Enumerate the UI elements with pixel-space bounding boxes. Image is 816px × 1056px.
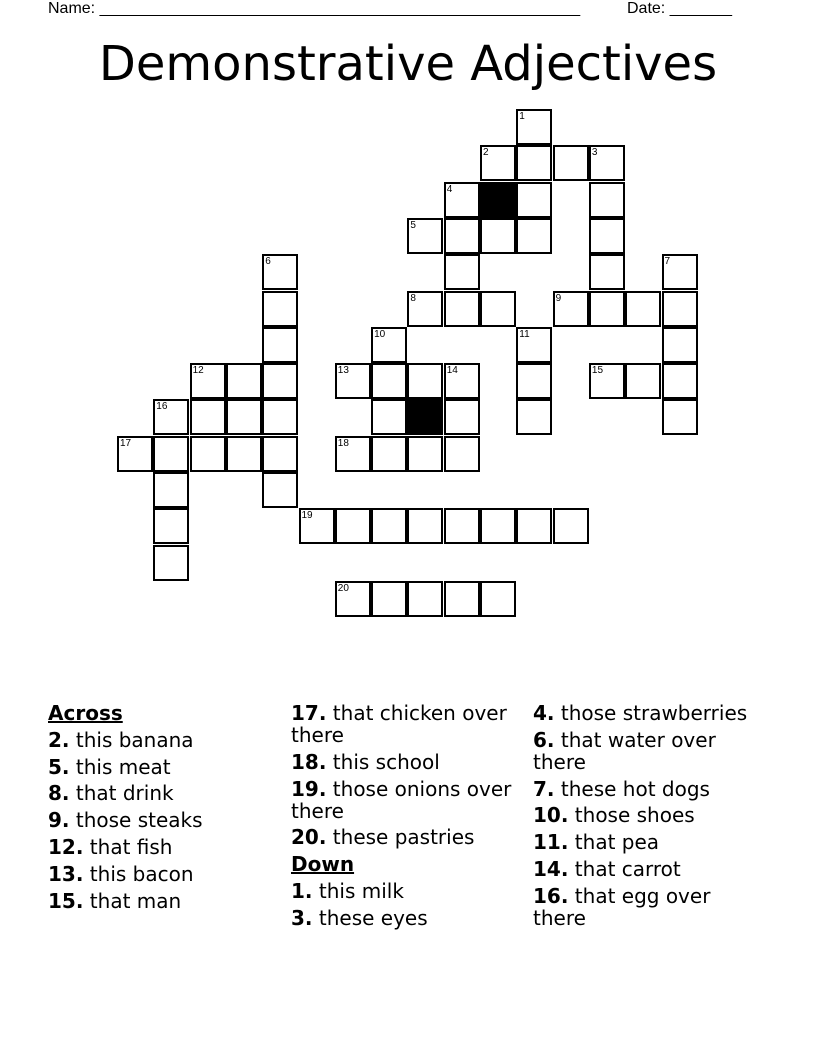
name-field[interactable]: Name: ______________________________________________________: [48, 0, 581, 17]
clue-across-15: [48, 890, 278, 912]
grid-cell[interactable]: [371, 436, 407, 472]
clue-text: that fish: [89, 834, 173, 859]
grid-cell[interactable]: [262, 327, 298, 363]
clue-down-3: [291, 907, 521, 929]
grid-cell[interactable]: [444, 508, 480, 544]
clue-number: 2.: [48, 727, 70, 752]
grid-cell[interactable]: [553, 291, 589, 327]
grid-cell[interactable]: [589, 291, 625, 327]
clue-text: that man: [89, 888, 182, 913]
grid-cell[interactable]: [589, 182, 625, 218]
grid-cell[interactable]: [262, 472, 298, 508]
grid-cell[interactable]: [407, 218, 443, 254]
clue-across-18: [291, 751, 521, 773]
grid-cell[interactable]: [190, 436, 226, 472]
cell-number: 19: [301, 510, 313, 522]
cell-number: 11: [519, 328, 530, 340]
clue-across-8: [48, 782, 278, 804]
grid-cell[interactable]: [662, 254, 698, 290]
clues-column-1: [48, 702, 278, 916]
grid-cell[interactable]: [117, 436, 153, 472]
grid-cell[interactable]: [371, 327, 407, 363]
clue-number: 7.: [533, 776, 555, 801]
grid-cell[interactable]: [444, 254, 480, 290]
clue-text: this school: [332, 749, 440, 774]
clue-down-4: [533, 702, 763, 724]
grid-cell[interactable]: [516, 399, 552, 435]
clue-number: 14.: [533, 856, 569, 881]
cell-number: 3: [591, 147, 598, 159]
grid-cell[interactable]: [371, 363, 407, 399]
clue-down-11: [533, 831, 763, 853]
grid-cell[interactable]: [335, 363, 371, 399]
clue-across-2: [48, 729, 278, 751]
clue-text: these hot dogs: [560, 776, 710, 801]
clue-text: those strawberries: [560, 701, 748, 725]
grid-cell[interactable]: [335, 436, 371, 472]
clue-across-9: [48, 809, 278, 831]
grid-cell[interactable]: [226, 363, 262, 399]
grid-cell[interactable]: [190, 363, 226, 399]
grid-cell[interactable]: [262, 399, 298, 435]
grid-cell[interactable]: [516, 508, 552, 544]
clue-across-20: [291, 826, 521, 848]
clue-number: 4.: [533, 701, 555, 725]
clue-number: 11.: [533, 830, 569, 855]
clue-text: that egg over there: [533, 883, 711, 930]
grid-cell[interactable]: [516, 327, 552, 363]
cell-number: 14: [446, 365, 458, 377]
grid-block: [407, 399, 443, 435]
clue-number: 9.: [48, 808, 70, 833]
clue-number: 1.: [291, 878, 313, 903]
clue-across-5: [48, 756, 278, 778]
down-heading: Down: [291, 852, 355, 877]
clue-text: this meat: [75, 754, 171, 779]
cell-number: 17: [120, 437, 132, 449]
grid-cell[interactable]: [407, 436, 443, 472]
clue-down-6: [533, 729, 763, 773]
cell-number: 8: [410, 292, 416, 304]
clue-down-1: [291, 880, 521, 902]
grid-cell[interactable]: [299, 508, 335, 544]
grid-cell[interactable]: [480, 218, 516, 254]
grid-cell[interactable]: [516, 109, 552, 145]
grid-cell[interactable]: [371, 508, 407, 544]
grid-cell[interactable]: [335, 508, 371, 544]
cell-number: 1: [519, 111, 525, 122]
grid-cell[interactable]: [153, 545, 189, 581]
cell-number: 9: [555, 292, 562, 304]
grid-cell[interactable]: [407, 508, 443, 544]
grid-cell[interactable]: [662, 291, 698, 327]
clue-text: those steaks: [75, 808, 203, 833]
clue-down-16: [533, 885, 763, 929]
grid-cell[interactable]: [589, 145, 625, 181]
cell-number: 16: [156, 401, 168, 413]
clue-number: 8.: [48, 781, 70, 806]
grid-cell[interactable]: [262, 436, 298, 472]
grid-cell[interactable]: [153, 436, 189, 472]
grid-cell[interactable]: [516, 182, 552, 218]
clue-number: 18.: [291, 749, 327, 774]
grid-cell[interactable]: [444, 436, 480, 472]
clue-number: 5.: [48, 754, 70, 779]
grid-cell[interactable]: [444, 218, 480, 254]
page-title: Demonstrative Adjectives: [98, 36, 718, 92]
clue-across-13: [48, 863, 278, 885]
cell-number: 10: [374, 328, 386, 340]
clue-number: 20.: [291, 825, 327, 850]
grid-cell[interactable]: [625, 363, 661, 399]
grid-cell[interactable]: [589, 218, 625, 254]
grid-cell[interactable]: [371, 399, 407, 435]
clue-number: 13.: [48, 861, 84, 886]
cell-number: 7: [664, 256, 671, 268]
cell-number: 2: [483, 147, 489, 159]
grid-cell[interactable]: [480, 145, 516, 181]
date-field[interactable]: Date: _______: [627, 0, 732, 17]
clue-text: those onions over there: [291, 776, 512, 823]
grid-cell[interactable]: [407, 581, 443, 617]
grid-cell[interactable]: [444, 399, 480, 435]
grid-cell[interactable]: [262, 363, 298, 399]
grid-block: [480, 182, 516, 218]
clue-down-7: [533, 778, 763, 800]
clues-column-2: [291, 702, 521, 934]
clue-text: these eyes: [318, 905, 428, 930]
clue-number: 15.: [48, 888, 84, 913]
cell-number: 18: [337, 437, 349, 449]
clue-across-12: [48, 836, 278, 858]
grid-cell[interactable]: [480, 508, 516, 544]
clues-column-3: [533, 702, 763, 934]
clue-down-14: [533, 858, 763, 880]
cell-number: 5: [410, 219, 416, 231]
clue-text: that chicken over there: [291, 701, 507, 747]
clue-number: 17.: [291, 701, 327, 725]
grid-cell[interactable]: [190, 399, 226, 435]
grid-cell[interactable]: [444, 581, 480, 617]
grid-cell[interactable]: [516, 218, 552, 254]
clue-number: 10.: [533, 803, 569, 828]
grid-cell[interactable]: [226, 436, 262, 472]
grid-cell[interactable]: [407, 291, 443, 327]
grid-cell[interactable]: [444, 291, 480, 327]
grid-cell[interactable]: [589, 254, 625, 290]
clue-text: this banana: [75, 727, 194, 752]
cell-number: 12: [192, 365, 204, 377]
cell-number: 15: [591, 365, 604, 377]
cell-number: 20: [337, 582, 349, 594]
grid-cell[interactable]: [371, 581, 407, 617]
clue-text: that water over there: [533, 727, 716, 774]
clue-text: that drink: [75, 781, 174, 806]
grid-cell[interactable]: [662, 363, 698, 399]
grid-cell[interactable]: [444, 363, 480, 399]
clue-text: this bacon: [89, 861, 194, 886]
clue-text: this milk: [318, 878, 404, 903]
grid-cell[interactable]: [480, 291, 516, 327]
grid-cell[interactable]: [335, 581, 371, 617]
grid-cell[interactable]: [553, 508, 589, 544]
cell-number: 4: [446, 183, 453, 195]
clue-number: 19.: [291, 776, 327, 801]
grid-cell[interactable]: [262, 291, 298, 327]
grid-cell[interactable]: [262, 254, 298, 290]
grid-cell[interactable]: [662, 399, 698, 435]
clue-number: 16.: [533, 883, 569, 908]
grid-cell[interactable]: [153, 472, 189, 508]
clue-text: those shoes: [574, 803, 695, 828]
clue-text: that pea: [574, 830, 660, 855]
grid-cell[interactable]: [153, 508, 189, 544]
cell-number: 13: [337, 365, 349, 377]
grid-cell[interactable]: [516, 363, 552, 399]
clue-across-17: [291, 702, 521, 746]
grid-cell[interactable]: [226, 399, 262, 435]
clue-number: 3.: [291, 905, 313, 930]
grid-cell[interactable]: [480, 581, 516, 617]
clue-number: 6.: [533, 727, 555, 752]
grid-cell[interactable]: [153, 399, 189, 435]
clue-text: these pastries: [332, 825, 475, 850]
clue-number: 12.: [48, 834, 84, 859]
grid-cell[interactable]: [662, 327, 698, 363]
clue-across-19: [291, 778, 521, 822]
grid-cell[interactable]: [589, 363, 625, 399]
grid-cell[interactable]: [444, 182, 480, 218]
clue-text: that carrot: [574, 856, 681, 881]
cell-number: 6: [265, 256, 271, 268]
grid-cell[interactable]: [407, 363, 443, 399]
clue-down-10: [533, 804, 763, 826]
grid-cell[interactable]: [625, 291, 661, 327]
across-heading: Across: [48, 701, 123, 725]
grid-cell[interactable]: [516, 145, 552, 181]
grid-cell[interactable]: [553, 145, 589, 181]
